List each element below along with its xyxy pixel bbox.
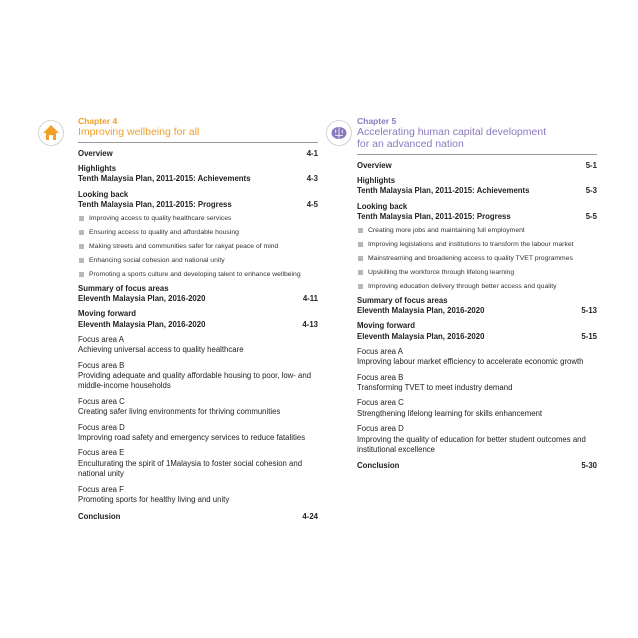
toc-label: Overview [78, 149, 113, 158]
toc-label: Tenth Malaysia Plan, 2011-2015: Achievements [357, 186, 530, 196]
chapter-title: Improving wellbeing for all [78, 126, 200, 138]
toc-overview[interactable] [78, 149, 318, 159]
list-item: Enhancing social cohesion and national unity [78, 256, 318, 265]
chapter-title: Accelerating human capital development for an advanced nation [357, 126, 547, 150]
divider [357, 154, 597, 155]
toc-moving-forward[interactable] [78, 309, 318, 329]
focus-area-label: Focus area A [357, 346, 403, 356]
toc-page: 4-3 [306, 174, 318, 184]
toc-heading: Summary of focus areas [78, 284, 169, 294]
focus-area-label: Focus area C [357, 398, 404, 408]
toc-conclusion[interactable] [78, 512, 318, 522]
focus-area-text: Creating safer living environments for thriving communities [78, 407, 281, 417]
toc-heading: Moving forward [78, 309, 137, 319]
toc-page: 5-3 [585, 186, 597, 196]
toc-looking-back[interactable] [78, 190, 318, 210]
toc-heading: Highlights [78, 164, 117, 174]
toc-overview[interactable] [357, 161, 597, 171]
chapter-number: Chapter 4 [78, 116, 118, 126]
focus-area-item[interactable] [78, 485, 318, 506]
focus-area-text: Enculturating the spirit of 1Malaysia to foster social cohesion and national unity [78, 458, 303, 479]
focus-area-label: Focus area E [78, 448, 125, 458]
toc-label: Conclusion [357, 461, 400, 471]
toc-highlights[interactable] [78, 164, 318, 184]
toc-heading: Moving forward [357, 321, 416, 331]
focus-area-item[interactable] [78, 397, 318, 418]
focus-area-item[interactable] [78, 423, 318, 444]
toc-label: Eleventh Malaysia Plan, 2016-2020 [357, 331, 485, 341]
focus-area-text: Promoting sports for healthy living and unity [78, 495, 230, 505]
focus-area-label: Focus area B [357, 372, 404, 382]
focus-area-text: Improving road safety and emergency services to reduce fatalities [78, 433, 306, 443]
toc-heading: Summary of focus areas [357, 296, 448, 306]
focus-area-item[interactable] [78, 448, 318, 479]
focus-area-text: Achieving universal access to quality healthcare [78, 345, 244, 355]
focus-area-text: Improving labour market efficiency to accelerate economic growth [357, 357, 584, 367]
toc-heading: Looking back [357, 201, 408, 211]
toc-summary[interactable] [78, 284, 318, 304]
toc-page: 4-24 [302, 511, 318, 521]
focus-area-text: Improving the quality of education for better student outcomes and institutional excellence [357, 434, 586, 455]
list-item: Creating more jobs and maintaining full employment [357, 226, 597, 235]
toc-page: 4-13 [302, 319, 318, 329]
toc-moving-forward[interactable] [357, 321, 597, 341]
toc-label: Conclusion [78, 511, 121, 521]
focus-area-item[interactable] [357, 347, 597, 368]
focus-area-label: Focus area A [78, 334, 124, 344]
toc-looking-back[interactable] [357, 202, 597, 222]
focus-area-item[interactable] [357, 424, 597, 455]
chapter-5-column [357, 116, 597, 477]
brain-icon [326, 120, 352, 146]
toc-label: Tenth Malaysia Plan, 2011-2015: Progress [357, 211, 511, 221]
toc-summary[interactable] [357, 296, 597, 316]
toc-label: Overview [357, 161, 392, 170]
chapter-4-column [78, 116, 318, 527]
focus-area-label: Focus area F [78, 484, 124, 494]
toc-highlights[interactable] [357, 176, 597, 196]
focus-area-label: Focus area C [78, 396, 125, 406]
toc-page: 5-1 [585, 161, 597, 170]
divider [78, 142, 318, 143]
list-item: Improving access to quality healthcare services [78, 214, 318, 223]
list-item: Ensuring access to quality and affordable housing [78, 228, 318, 237]
house-icon [38, 120, 64, 146]
focus-area-item[interactable] [78, 361, 318, 392]
toc-page: 5-13 [581, 306, 597, 316]
focus-area-item[interactable] [357, 398, 597, 419]
focus-area-label: Focus area D [78, 422, 125, 432]
toc-label: Eleventh Malaysia Plan, 2016-2020 [78, 319, 206, 329]
list-item: Improving legislations and institutions to transform the labour market [357, 240, 597, 249]
focus-area-text: Strengthening lifelong learning for skills enhancement [357, 408, 543, 418]
list-item: Promoting a sports culture and developing talent to enhance wellbeing [78, 270, 318, 279]
toc-heading: Highlights [357, 176, 396, 186]
toc-page: 4-11 [302, 294, 318, 304]
focus-area-label: Focus area D [357, 424, 404, 434]
toc-page: 4-5 [306, 199, 318, 209]
toc-label: Tenth Malaysia Plan, 2011-2015: Progress [78, 199, 232, 209]
toc-conclusion[interactable] [357, 461, 597, 471]
toc-page: 5-30 [581, 461, 597, 471]
toc-label: Eleventh Malaysia Plan, 2016-2020 [78, 294, 206, 304]
toc-label: Tenth Malaysia Plan, 2011-2015: Achievements [78, 174, 251, 184]
toc-page: 5-15 [581, 331, 597, 341]
focus-area-item[interactable] [78, 335, 318, 356]
focus-area-text: Transforming TVET to meet industry demand [357, 383, 513, 393]
toc-label: Eleventh Malaysia Plan, 2016-2020 [357, 306, 485, 316]
focus-area-label: Focus area B [78, 360, 125, 370]
chapter-number: Chapter 5 [357, 116, 397, 126]
list-item: Making streets and communities safer for rakyat peace of mind [78, 242, 318, 251]
toc-page: 4-1 [306, 149, 318, 158]
list-item: Upskilling the workforce through lifelong learning [357, 268, 597, 277]
list-item: Improving education delivery through better access and quality [357, 282, 597, 291]
toc-page: 5-5 [585, 211, 597, 221]
focus-area-item[interactable] [357, 373, 597, 394]
focus-area-text: Providing adequate and quality affordable housing to poor, low- and middle-income households [78, 371, 312, 391]
list-item: Mainstreaming and broadening access to quality TVET programmes [357, 254, 597, 263]
toc-heading: Looking back [78, 189, 129, 199]
